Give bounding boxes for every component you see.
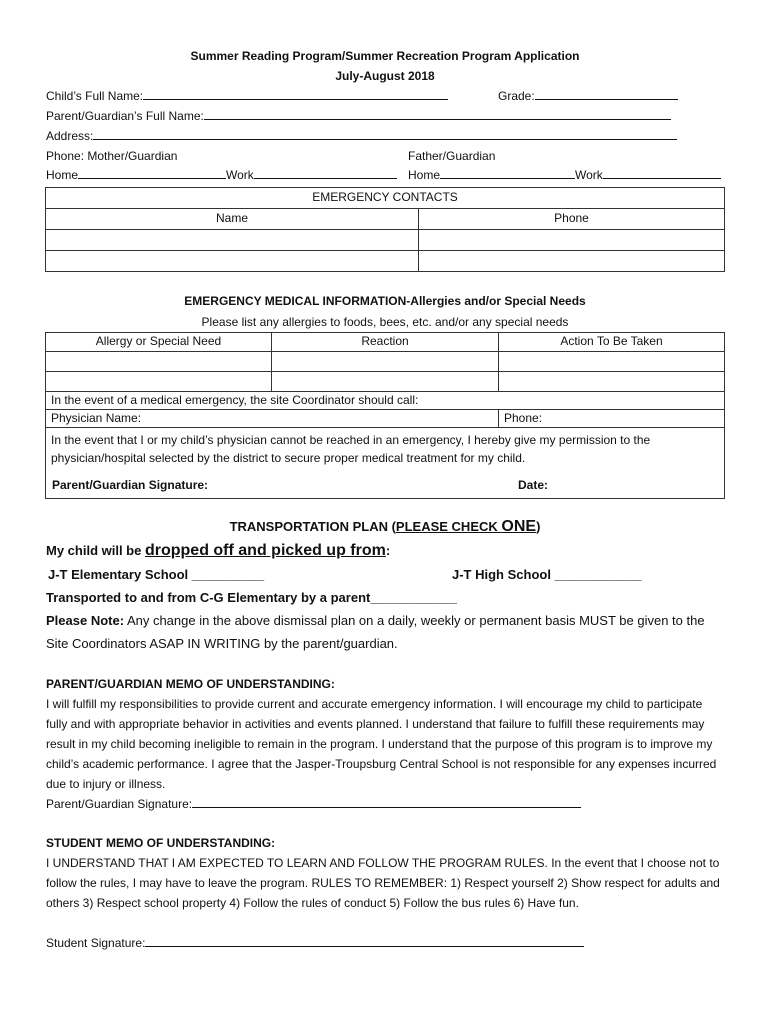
- transportation-title-check: PLEASE CHECK: [395, 519, 502, 534]
- medical-title: EMERGENCY MEDICAL INFORMATION-Allergies and/or Special Needs: [184, 294, 586, 308]
- reaction-cell[interactable]: [272, 352, 499, 372]
- grade-label: Grade:: [498, 89, 535, 103]
- grade-row: [498, 89, 678, 103]
- contact-name-cell[interactable]: [46, 251, 419, 272]
- permission-text: In the event that I or my child’s physician cannot be reached in an emergency, I hereby give my permission to the physician/hospital selected by the district to secure proper medical treatment for my child.: [51, 433, 651, 465]
- col-action-header: Action To Be Taken: [499, 333, 725, 352]
- transportation-title: [0, 518, 770, 536]
- medical-instructions: Please list any allergies to foods, bees, etc. and/or any special needs: [201, 315, 569, 329]
- parent-name-label: Parent/Guardian’s Full Name:: [46, 109, 204, 123]
- home-label: Home: [46, 168, 79, 182]
- work-label: Work: [575, 168, 603, 182]
- col-reaction-header: Reaction: [272, 333, 499, 352]
- dropped-pre: My child will be: [46, 543, 145, 558]
- allergy-cell[interactable]: [46, 372, 272, 392]
- coordinator-line: In the event of a medical emergency, the site Coordinator should call:: [46, 392, 725, 410]
- parent-memo-signature-row: [46, 797, 581, 811]
- mother-home-field[interactable]: [78, 168, 226, 179]
- col-allergy-header: Allergy or Special Need: [46, 333, 272, 352]
- student-signature-field[interactable]: [145, 936, 584, 947]
- form-subtitle: July-August 2018: [335, 69, 435, 83]
- parent-memo-title: PARENT/GUARDIAN MEMO OF UNDERSTANDING:: [46, 677, 335, 691]
- option-parent[interactable]: Transported to and from C-G Elementary by a parent____________: [46, 590, 458, 605]
- option-elementary[interactable]: J-T Elementary School __________: [48, 567, 265, 582]
- student-memo-title: STUDENT MEMO OF UNDERSTANDING:: [46, 836, 276, 850]
- student-signature-label: Student Signature:: [46, 936, 146, 950]
- father-work-field[interactable]: [603, 168, 721, 179]
- col-name-header: Name: [46, 209, 419, 230]
- parent-memo-signature-field[interactable]: [192, 797, 581, 808]
- contact-phone-cell[interactable]: [419, 230, 725, 251]
- work-label: Work: [226, 168, 254, 182]
- phone-mother-label: Phone: Mother/Guardian: [46, 149, 178, 163]
- note-label: Please Note:: [46, 613, 125, 628]
- medical-date-label[interactable]: Date:: [518, 478, 549, 492]
- parent-name-row: [46, 109, 671, 123]
- transportation-note: [46, 609, 726, 655]
- action-cell[interactable]: [499, 372, 725, 392]
- child-name-label: Child’s Full Name:: [46, 89, 144, 103]
- action-cell[interactable]: [499, 352, 725, 372]
- student-memo-body: I UNDERSTAND THAT I AM EXPECTED TO LEARN AND FOLLOW THE PROGRAM RULES. In the event that I choose not to follow the rules, I may have to leave the program. RULES TO REMEMBER: 1) Respect yourself 2) Show respect for adults and others 3) Respect school property 4) Follow the rules of conduct 5) Follow the bus rules 6) Have fun.: [46, 856, 720, 910]
- col-phone-header: Phone: [419, 209, 725, 230]
- grade-field[interactable]: [535, 89, 678, 100]
- option-high-school[interactable]: J-T High School ____________: [452, 567, 642, 582]
- emergency-contacts-table: [45, 187, 725, 272]
- student-signature-row: [46, 936, 584, 950]
- transportation-title-pre: TRANSPORTATION PLAN (: [229, 519, 396, 534]
- form-title: Summer Reading Program/Summer Recreation Program Application: [190, 49, 580, 63]
- contact-name-cell[interactable]: [46, 230, 419, 251]
- father-label: Father/Guardian: [408, 149, 496, 163]
- medical-signature-label[interactable]: Parent/Guardian Signature:: [52, 478, 209, 492]
- mother-work-field[interactable]: [254, 168, 397, 179]
- dropped-main: dropped off and picked up from: [144, 542, 386, 559]
- parent-memo-signature-label: Parent/Guardian Signature:: [46, 797, 193, 811]
- emergency-contacts-title: EMERGENCY CONTACTS: [46, 188, 725, 209]
- home-label: Home: [408, 168, 441, 182]
- child-name-row: [46, 89, 448, 103]
- contact-phone-cell[interactable]: [419, 251, 725, 272]
- parent-name-field[interactable]: [204, 109, 671, 120]
- father-home-field[interactable]: [440, 168, 575, 179]
- transportation-title-one: ONE: [501, 518, 537, 535]
- address-field[interactable]: [93, 129, 677, 140]
- reaction-cell[interactable]: [272, 372, 499, 392]
- note-text: Any change in the above dismissal plan on a daily, weekly or permanent basis MUST be given to the Site Coordinators ASAP IN WRITING by the parent/guardian.: [46, 613, 705, 651]
- parent-memo-body: I will fulfill my responsibilities to provide current and accurate emergency information. I will encourage my child to participate fully and with appropriate behavior in activities and events planned. I understand that failure to fulfill these requirements may result in my child becoming ineligible to remain in the program. I understand that the purpose of this program is to improve my child’s academic performance. I agree that the Jasper-Troupsburg Central School is not responsible for any expenses incurred due to injury or illness.: [46, 697, 717, 791]
- dropped-off-line: [46, 542, 390, 560]
- dropped-post: :: [385, 543, 391, 558]
- permission-cell: [46, 428, 725, 499]
- physician-name-cell[interactable]: Physician Name:: [46, 410, 499, 428]
- mother-phone-row: [46, 168, 397, 182]
- address-row: [46, 129, 677, 143]
- address-label: Address:: [46, 129, 94, 143]
- medical-table: [45, 332, 725, 499]
- transportation-title-post: ): [536, 519, 541, 534]
- allergy-cell[interactable]: [46, 352, 272, 372]
- child-name-field[interactable]: [143, 89, 448, 100]
- father-phone-row: [408, 168, 721, 182]
- physician-phone-cell[interactable]: Phone:: [499, 410, 725, 428]
